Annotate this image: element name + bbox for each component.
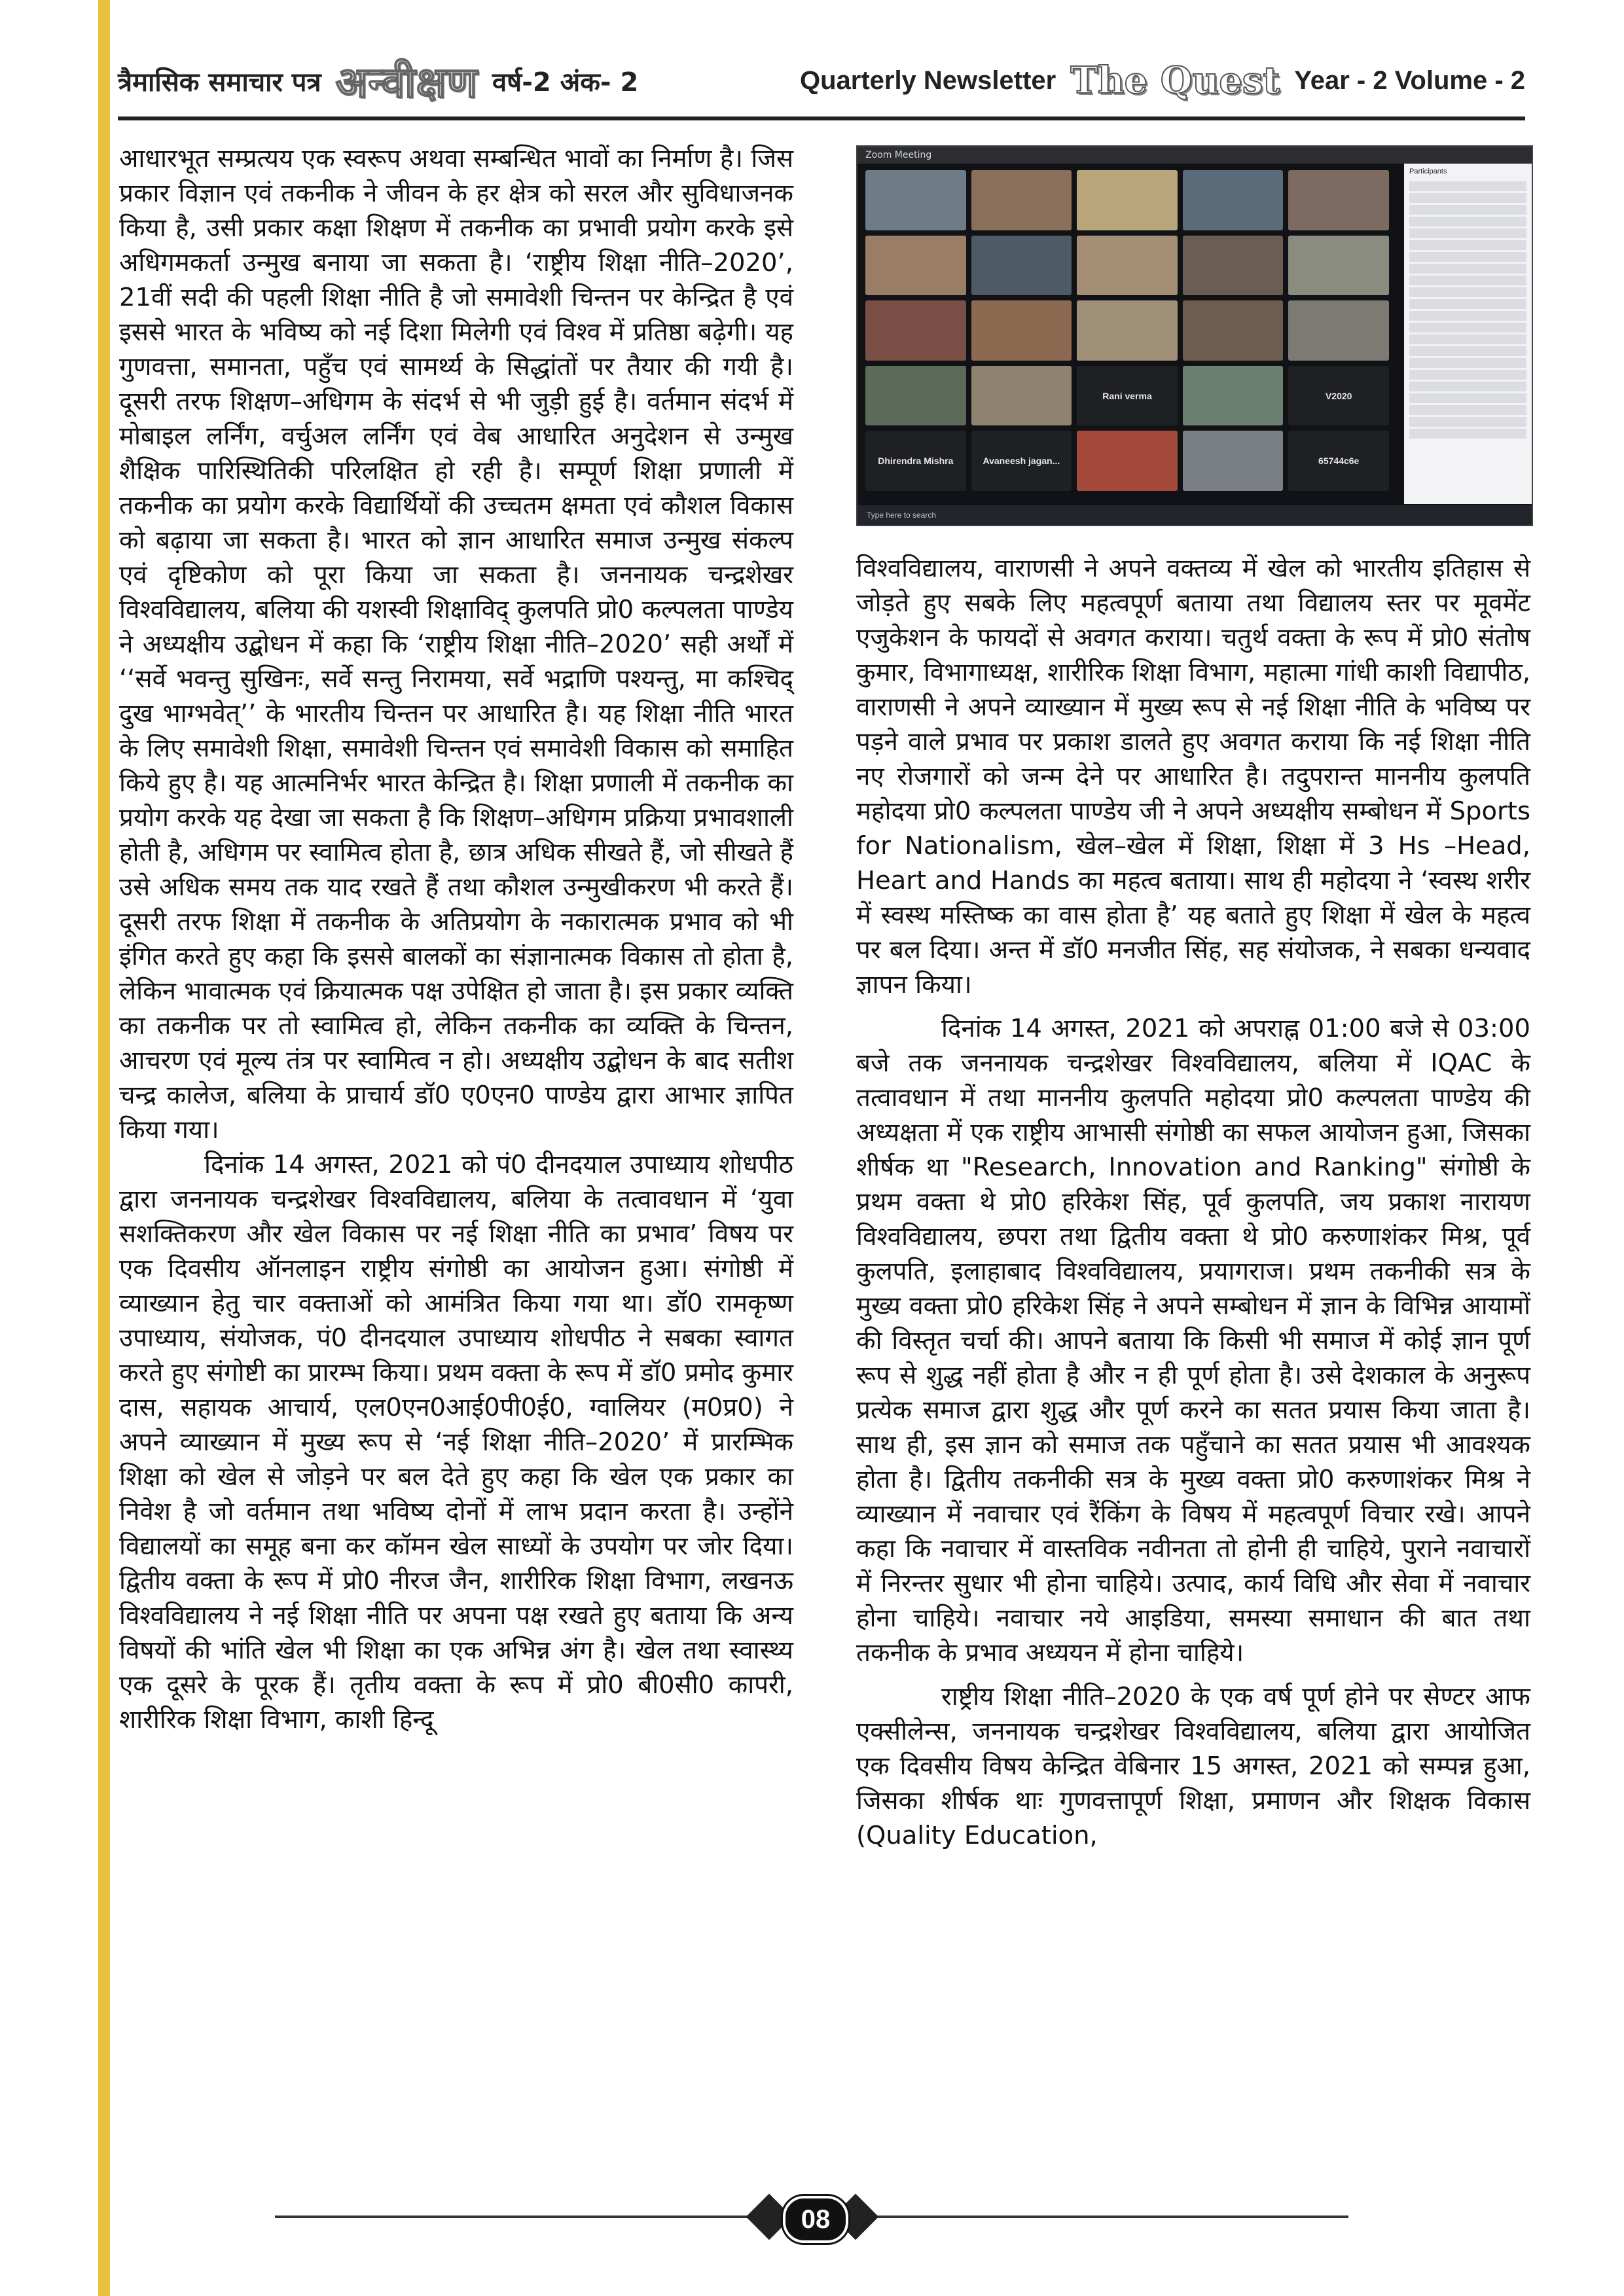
participant-row <box>1409 393 1526 403</box>
right-paragraph-1: विश्वविद्यालय, वाराणसी ने अपने वक्तव्य में खेल को भारतीय इतिहास से जोड़ते हुए सबके लिए महत्वपूर्ण बताया तथा विद्यालय स्तर पर मूवमेंट एजुकेशन के फायदों से अवगत कराया। चतुर्थ वक्ता के रूप में प्रो0 संतोष कुमार, विभागाध्यक्ष, शारीरिक शिक्षा विभाग, महात्मा गांधी काशी विद्यापीठ, वाराणसी ने अपने व्याख्यान में मुख्य रूप से नई शिक्षा नीति के भविष्य पर पड़ने वाले प्रभाव पर प्रकाश डालते हुए अवगत कराया कि नई शिक्षा नीति नए रोजगारों को जन्म देने पर आधारित है। तदुपरान्त माननीय कुलपति महोदया प्रो0 कल्पलता पाण्डेय जी ने अपने अध्यक्षीय सम्बोधन में Sports for Nationalism, खेल–खेल में शिक्षा, शिक्षा में 3 Hs –Head, Heart and Hands का महत्व बताया। साथ ही महोदया ने ‘स्वस्थ शरीर में स्वस्थ मस्तिष्क का वास होता है’ यह बताते हुए शिक्षा में खेल के महत्व पर बल दिया। अन्त में डॉ0 मनजीत सिंह, सह संयोजक, ने सबका धन्यवाद ज्ञापन किया। <box>856 554 1530 999</box>
participant-row <box>1409 217 1526 226</box>
header-hindi-label: त्रैमासिक समाचार पत्र <box>118 67 321 98</box>
participant-row <box>1409 358 1526 368</box>
zoom-title-bar <box>857 147 1532 164</box>
participant-row <box>1409 323 1526 332</box>
participant-row <box>1409 205 1526 215</box>
right-paragraph-2: दिनांक 14 अगस्त, 2021 को अपराह्न 01:00 बजे से 03:00 बजे तक जननायक चन्द्रशेखर विश्वविद्यालय, बलिया में IQAC के तत्वावधान में तथा माननीय कुलपति महोदया प्रो0 कल्पलता पाण्डेय की अध्यक्षता में एक राष्ट्रीय आभासी संगोष्ठी का सफल आयोजन हुआ, जिसका शीर्षक था "Research, Innovation and Ranking" संगोष्ठी के प्रथम वक्ता थे प्रो0 हरिकेश सिंह, पूर्व कुलपति, जय प्रकाश नारायण विश्वविद्यालय, छपरा तथा द्वितीय वक्ता थे प्रो0 करुणाशंकर मिश्र, पूर्व कुलपति, इलाहाबाद विश्वविद्यालय, प्रयागराज। प्रथम तकनीकी सत्र के मुख्य वक्ता प्रो0 हरिकेश सिंह ने अपने सम्बोधन में ज्ञान के विभिन्न आयामों की विस्तृत चर्चा की। आपने बताया कि किसी भी समाज में कोई ज्ञान पूर्ण रूप से शुद्ध नहीं होता है और न ही पूर्ण होता है। उसे देशकाल के अनुरूप प्रत्येक समाज द्वारा शुद्ध और पूर्ण करने का सतत प्रयास किया जाता है। साथ ही, इस ज्ञान को समाज तक पहुँचाने का सतत प्रयास भी आवश्यक होता है। द्वितीय तकनीकी सत्र के मुख्य वक्ता प्रो0 करुणाशंकर मिश्र ने व्याख्यान में नवाचार एवं रैंकिंग के विषय में महत्वपूर्ण विचार रखे। आपने कहा कि नवाचार में वास्तविक नवीनता तो होनी ही चाहिये, पुराने नवाचारों में निरन्तर सुधार भी होना चाहिये। उत्पाद, कार्य विधि और सेवा में नवाचार होना चाहिये। नवाचार नये आइडिया, समस्या समाधान की बात तथा तकनीक के प्रभाव अध्ययन में होना चाहिये। <box>856 1014 1530 1668</box>
video-tile <box>971 300 1072 361</box>
video-tile <box>865 170 966 230</box>
video-tile <box>971 236 1072 296</box>
participant-row <box>1409 382 1526 391</box>
video-tile <box>865 236 966 296</box>
zoom-meeting-photo <box>856 145 1533 526</box>
header-english-brand: The Quest <box>1070 59 1280 102</box>
participant-row <box>1409 311 1526 321</box>
left-accent-bar <box>98 0 110 2296</box>
participant-row <box>1409 264 1526 274</box>
video-tile-name: V2020 <box>1288 366 1389 426</box>
video-tile <box>865 300 966 361</box>
video-tile <box>1183 431 1284 491</box>
header-hindi-brand: अन्वीक्षण <box>335 58 478 107</box>
participants-panel <box>1404 164 1532 504</box>
participants-title: Participants <box>1409 168 1447 175</box>
zoom-video-grid <box>865 170 1389 491</box>
video-tile <box>1183 300 1284 361</box>
participant-row <box>1409 346 1526 356</box>
right-paragraph-3: राष्ट्रीय शिक्षा नीति–2020 के एक वर्ष पूर्ण होने पर सेण्टर आफ एक्सीलेन्स, जननायक चन्द्रशेखर विश्वविद्यालय, बलिया द्वारा आयोजित एक दिवसीय विषय केन्द्रित वेबिनार 15 अगस्त, 2021 को सम्पन्न हुआ, जिसका शीर्षक थाः गुणवत्तापूर्ण शिक्षा, प्रमाणन और शिक्षक विकास (Quality Education, <box>856 1682 1530 1850</box>
header-english-issue: Year - 2 Volume - 2 <box>1294 65 1525 95</box>
video-tile-name: Rani verma <box>1077 366 1178 426</box>
participant-row <box>1409 370 1526 380</box>
video-tile <box>1183 366 1284 426</box>
video-tile <box>1077 236 1178 296</box>
participant-row <box>1409 405 1526 415</box>
zoom-title: Zoom Meeting <box>865 150 932 160</box>
left-column <box>119 141 793 1737</box>
participant-row <box>1409 228 1526 238</box>
participant-row <box>1409 193 1526 203</box>
participant-row <box>1409 299 1526 309</box>
taskbar <box>857 505 1532 525</box>
header-english <box>800 59 1525 102</box>
video-tile-name: Avaneesh jagan... <box>971 431 1072 491</box>
participant-row <box>1409 334 1526 344</box>
video-tile <box>1288 170 1389 230</box>
participant-row <box>1409 240 1526 250</box>
video-tile <box>1288 236 1389 296</box>
footer-rule-left <box>275 2215 759 2218</box>
left-paragraph-2: दिनांक 14 अगस्त, 2021 को पं0 दीनदयाल उपाध्याय शोधपीठ द्वारा जननायक चन्द्रशेखर विश्वविद्यालय, बलिया के तत्वावधान में ‘युवा सशक्तिकरण और खेल विकास पर नई शिक्षा नीति का प्रभाव’ विषय पर एक दिवसीय ऑनलाइन राष्ट्रीय संगोष्ठी का आयोजन हुआ। संगोष्ठी में व्याख्यान हेतु चार वक्ताओं को आमंत्रित किया गया था। डॉ0 रामकृष्ण उपाध्याय, संयोजक, पं0 दीनदयाल उपाध्याय शोधपीठ ने सबका स्वागत करते हुए संगोष्टी का प्रारम्भ किया। प्रथम वक्ता के रूप में डॉ0 प्रमोद कुमार दास, सहायक आचार्य, एल0एन0आई0पी0ई0, ग्वालियर (म0प्र0) ने अपने व्याख्यान में मुख्य रूप से ‘नई शिक्षा नीति–2020’ में प्रारम्भिक शिक्षा को खेल से जोड़ने पर बल देते हुए कहा कि खेल एक प्रकार का निवेश है जो वर्तमान तथा भविष्य दोनों में लाभ प्रदान करता है। उन्होंने विद्यालयों का समूह बना कर कॉमन खेल साध्यों के उपयोग पर जोर दिया। द्वितीय वक्ता के रूप में प्रो0 नीरज जैन, शारीरिक शिक्षा विभाग, लखनऊ विश्वविद्यालय ने नई शिक्षा नीति पर अपना पक्ष रखते हुए बताया कि अन्य विषयों की भांति खेल भी शिक्षा का एक अभिन्न अंग है। खेल तथा स्वास्थ्य एक दूसरे के पूरक हैं। तृतीय वक्ता के रूप में प्रो0 बी0सी0 कापरी, शारीरिक शिक्षा विभाग, काशी हिन्दू <box>119 1150 793 1734</box>
page-header <box>118 51 1525 110</box>
participant-row <box>1409 181 1526 191</box>
video-tile <box>1077 300 1178 361</box>
video-tile <box>1183 170 1284 230</box>
participant-row <box>1409 417 1526 427</box>
video-tile-name: 65744c6e <box>1288 431 1389 491</box>
video-tile <box>1183 236 1284 296</box>
header-hindi <box>118 52 638 109</box>
video-tile <box>1077 170 1178 230</box>
participant-row <box>1409 276 1526 285</box>
video-tile-name: Dhirendra Mishra <box>865 431 966 491</box>
participant-row <box>1409 252 1526 262</box>
video-tile <box>865 366 966 426</box>
left-paragraph-1: आधारभूत सम्प्रत्यय एक स्वरूप अथवा सम्बन्धित भावों का निर्माण है। जिस प्रकार विज्ञान एवं तकनीक ने जीवन के हर क्षेत्र को सरल और सुविधाजनक किया है, उसी प्रकार कक्षा शिक्षण में तकनीक का प्रभावी प्रयोग करके इसे अधिगमकर्ता उन्मुख बनाया जा सकता है। ‘राष्ट्रीय शिक्षा नीति–2020’, 21वीं सदी की पहली शिक्षा नीति है जो समावेशी चिन्तन पर केन्द्रित है एवं इससे भारत के भविष्य को नई दिशा मिलेगी एवं विश्व में प्रतिष्ठा बढ़ेगी। यह गुणवत्ता, समानता, पहुँच एवं सामर्थ्य के सिद्धांतों पर तैयार की गयी है। दूसरी तरफ शिक्षण–अधिगम के संदर्भ से भी जुड़ी हुई है। वर्तमान संदर्भ में मोबाइल लर्निंग, वर्चुअल लर्निंग एवं वेब आधारित अनुदेशन से उन्मुख शैक्षिक पारिस्थितिकी परिलक्षित हो रही है। सम्पूर्ण शिक्षा प्रणाली में तकनीक का प्रयोग करके विद्यार्थियों की उच्चतम क्षमता एवं कौशल विकास को बढ़ाया जा सकता है। भारत को ज्ञान आधारित समाज उन्मुख संकल्प एवं दृष्टिकोण को पूरा किया जा सकता है। जननायक चन्द्रशेखर विश्वविद्यालय, बलिया की यशस्वी शिक्षाविद् कुलपति प्रो0 कल्पलता पाण्डेय ने अध्यक्षीय उद्बोधन में कहा कि ‘राष्ट्रीय शिक्षा नीति–2020’ सही अर्थों में ‘‘सर्वे भवन्तु सुखिनः, सर्वे सन्तु निरामया, सर्वे भद्राणि पश्यन्तु, मा कश्चिद् दुख भाग्भवेत्’’ के भारतीय चिन्तन पर आधारित है। यह शिक्षा नीति भारत के लिए समावेशी शिक्षा, समावेशी चिन्तन एवं समावेशी विकास को समाहित किये हुए है। यह आत्मनिर्भर भारत केन्द्रित है। शिक्षा प्रणाली में तकनीक का प्रयोग करके यह देखा जा सकता है कि शिक्षण–अधिगम प्रक्रिया प्रभावशाली होती है, अधिगम पर स्वामित्व होता है, छात्र अधिक सीखते हैं, जो सीखते हैं उसे अधिक समय तक याद रखते हैं तथा कौशल उन्मुखीकरण भी करते हैं। दूसरी तरफ शिक्षा में तकनीक के अतिप्रयोग के नकारात्मक प्रभाव को भी इंगित करते हुए कहा कि इससे बालकों का संज्ञानात्मक विकास तो होता है, लेकिन भावात्मक एवं क्रियात्मक पक्ष उपेक्षित हो जाता है। इस प्रकार व्यक्ति का तकनीक पर तो स्वामित्व हो, लेकिन तकनीक का व्यक्ति के चिन्तन, आचरण एवं मूल्य तंत्र पर स्वामित्व न हो। अध्यक्षीय उद्बोधन के बाद सतीश चन्द्र कालेज, बलिया के प्राचार्य डॉ0 ए0एन0 पाण्डेय द्वारा आभार ज्ञापित किया गया। <box>119 144 793 1145</box>
participant-row <box>1409 429 1526 439</box>
video-tile <box>971 366 1072 426</box>
header-hindi-issue: वर्ष-2 अंक- 2 <box>492 67 639 98</box>
video-tile <box>1288 300 1389 361</box>
video-tile <box>1077 431 1178 491</box>
video-tile <box>971 170 1072 230</box>
header-rule <box>118 117 1525 120</box>
page-number: 08 <box>783 2196 848 2243</box>
footer-rule-right <box>864 2215 1348 2218</box>
header-english-label: Quarterly Newsletter <box>799 65 1056 95</box>
taskbar-search: Type here to search <box>867 511 937 520</box>
right-column <box>856 551 1530 1853</box>
participant-row <box>1409 287 1526 297</box>
